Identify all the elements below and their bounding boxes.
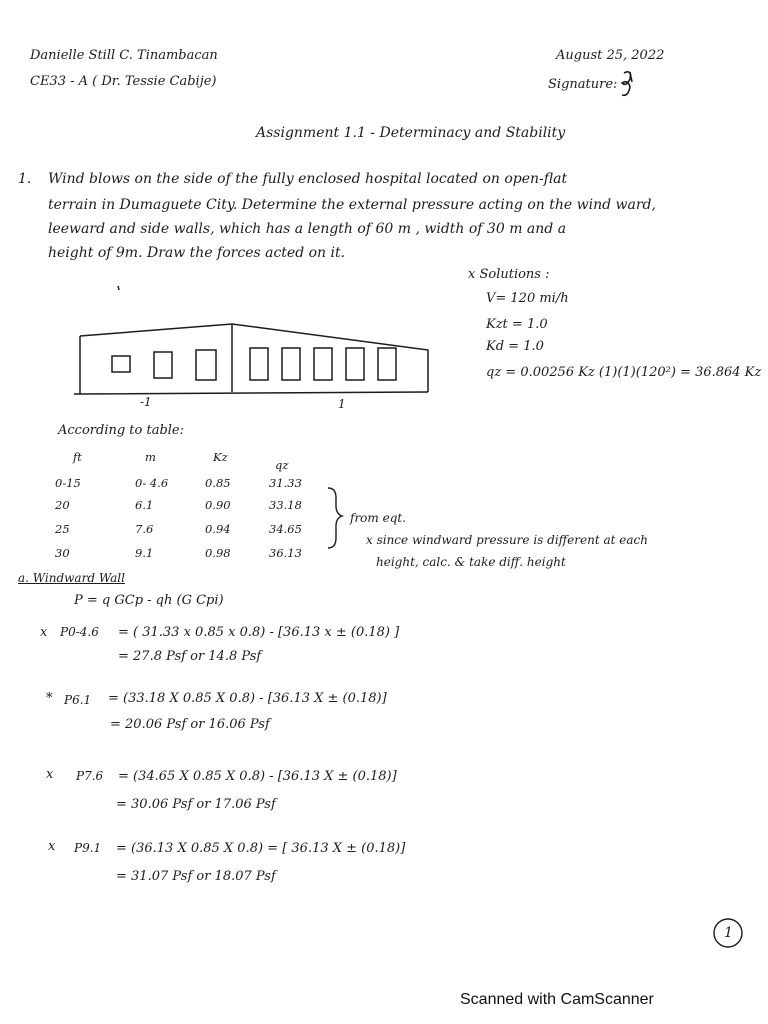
section-heading: a. Windward Wall xyxy=(18,571,125,585)
table-header: m xyxy=(145,450,156,464)
table-cell: 30 xyxy=(55,546,70,560)
step-lhs: P7.6 xyxy=(76,769,104,783)
sketch-label-left: -1 xyxy=(140,395,152,409)
step-result: = 30.06 Psf or 17.06 Psf xyxy=(116,797,276,812)
solutions-heading: x Solutions : xyxy=(468,267,550,282)
page-number-badge xyxy=(712,917,744,949)
table-cell: 36.13 xyxy=(269,546,302,560)
wind-speed: V= 120 mi/h xyxy=(486,291,569,306)
step-result: = 27.8 Psf or 14.8 Psf xyxy=(118,649,262,664)
signature-label: Signature: xyxy=(548,77,618,92)
step-bullet: * xyxy=(46,691,53,706)
scanner-watermark: Scanned with CamScanner xyxy=(460,991,654,1008)
table-cell: 9.1 xyxy=(135,546,154,560)
step-bullet: x xyxy=(46,767,54,782)
problem-line: terrain in Dumaguete City. Determine the external pressure acting on the wind ward, xyxy=(48,197,656,213)
step-result: = 20.06 Psf or 16.06 Psf xyxy=(110,717,270,732)
table-cell: 0-15 xyxy=(55,476,81,490)
table-cell: 0.90 xyxy=(205,498,231,512)
table-header: qz xyxy=(275,458,289,472)
qz-equation: qz = 0.00256 Kz (1)(1)(120²) = 36.864 Kz xyxy=(486,365,762,380)
table-cell: 20 xyxy=(55,498,70,512)
step-bullet: x xyxy=(48,839,56,854)
table-cell: 25 xyxy=(55,522,70,536)
step-expression: = (33.18 X 0.85 X 0.8) - [36.13 X ± (0.18)] xyxy=(108,691,387,706)
table-header: Kz xyxy=(213,450,228,464)
kzt-factor: Kzt = 1.0 xyxy=(486,317,548,332)
table-cell: 34.65 xyxy=(269,522,302,536)
problem-line: leeward and side walls, which has a length of 60 m , width of 30 m and a xyxy=(48,221,567,237)
step-expression: = ( 31.33 x 0.85 x 0.8) - [36.13 x ± (0.18) ] xyxy=(118,625,400,640)
date: August 25, 2022 xyxy=(556,48,665,63)
step-lhs: P0-4.6 xyxy=(60,625,99,639)
step-expression: = (36.13 X 0.85 X 0.8) = [ 36.13 X ± (0.18)] xyxy=(116,841,406,856)
step-lhs: P9.1 xyxy=(74,841,102,855)
brace-note: from eqt. xyxy=(350,511,407,525)
kd-factor: Kd = 1.0 xyxy=(486,339,544,354)
step-lhs: P6.1 xyxy=(64,693,92,707)
problem-number: 1. xyxy=(18,171,32,187)
step-bullet: x xyxy=(40,625,48,640)
course-instructor: CE33 - A ( Dr. Tessie Cabije) xyxy=(30,74,217,89)
table-cell: 6.1 xyxy=(135,498,154,512)
table-header: ft xyxy=(73,450,82,464)
table-cell: 7.6 xyxy=(135,522,154,536)
student-name: Danielle Still C. Tinambacan xyxy=(30,48,218,63)
table-intro: According to table: xyxy=(58,423,185,438)
step-result: = 31.07 Psf or 18.07 Psf xyxy=(116,869,276,884)
sketch-label-right: 1 xyxy=(338,397,346,411)
problem-line: Wind blows on the side of the fully enclosed hospital located on open-flat xyxy=(48,171,568,187)
table-cell: 0.98 xyxy=(205,546,231,560)
table-cell: 33.18 xyxy=(269,498,302,512)
brace-note: height, calc. & take diff. height xyxy=(376,555,566,569)
assignment-title: Assignment 1.1 - Determinacy and Stability xyxy=(256,125,566,141)
table-cell: 31.33 xyxy=(269,476,302,490)
page-number: 1 xyxy=(724,925,733,941)
table-cell: 0- 4.6 xyxy=(135,476,169,490)
pressure-formula: P = q GCp - qh (G Cpi) xyxy=(74,593,224,608)
step-expression: = (34.65 X 0.85 X 0.8) - [36.13 X ± (0.18)] xyxy=(118,769,397,784)
problem-line: height of 9m. Draw the forces acted on it. xyxy=(48,245,346,261)
brace-note: x since windward pressure is different at each xyxy=(366,533,648,547)
table-cell: 0.94 xyxy=(205,522,231,536)
table-cell: 0.85 xyxy=(205,476,231,490)
